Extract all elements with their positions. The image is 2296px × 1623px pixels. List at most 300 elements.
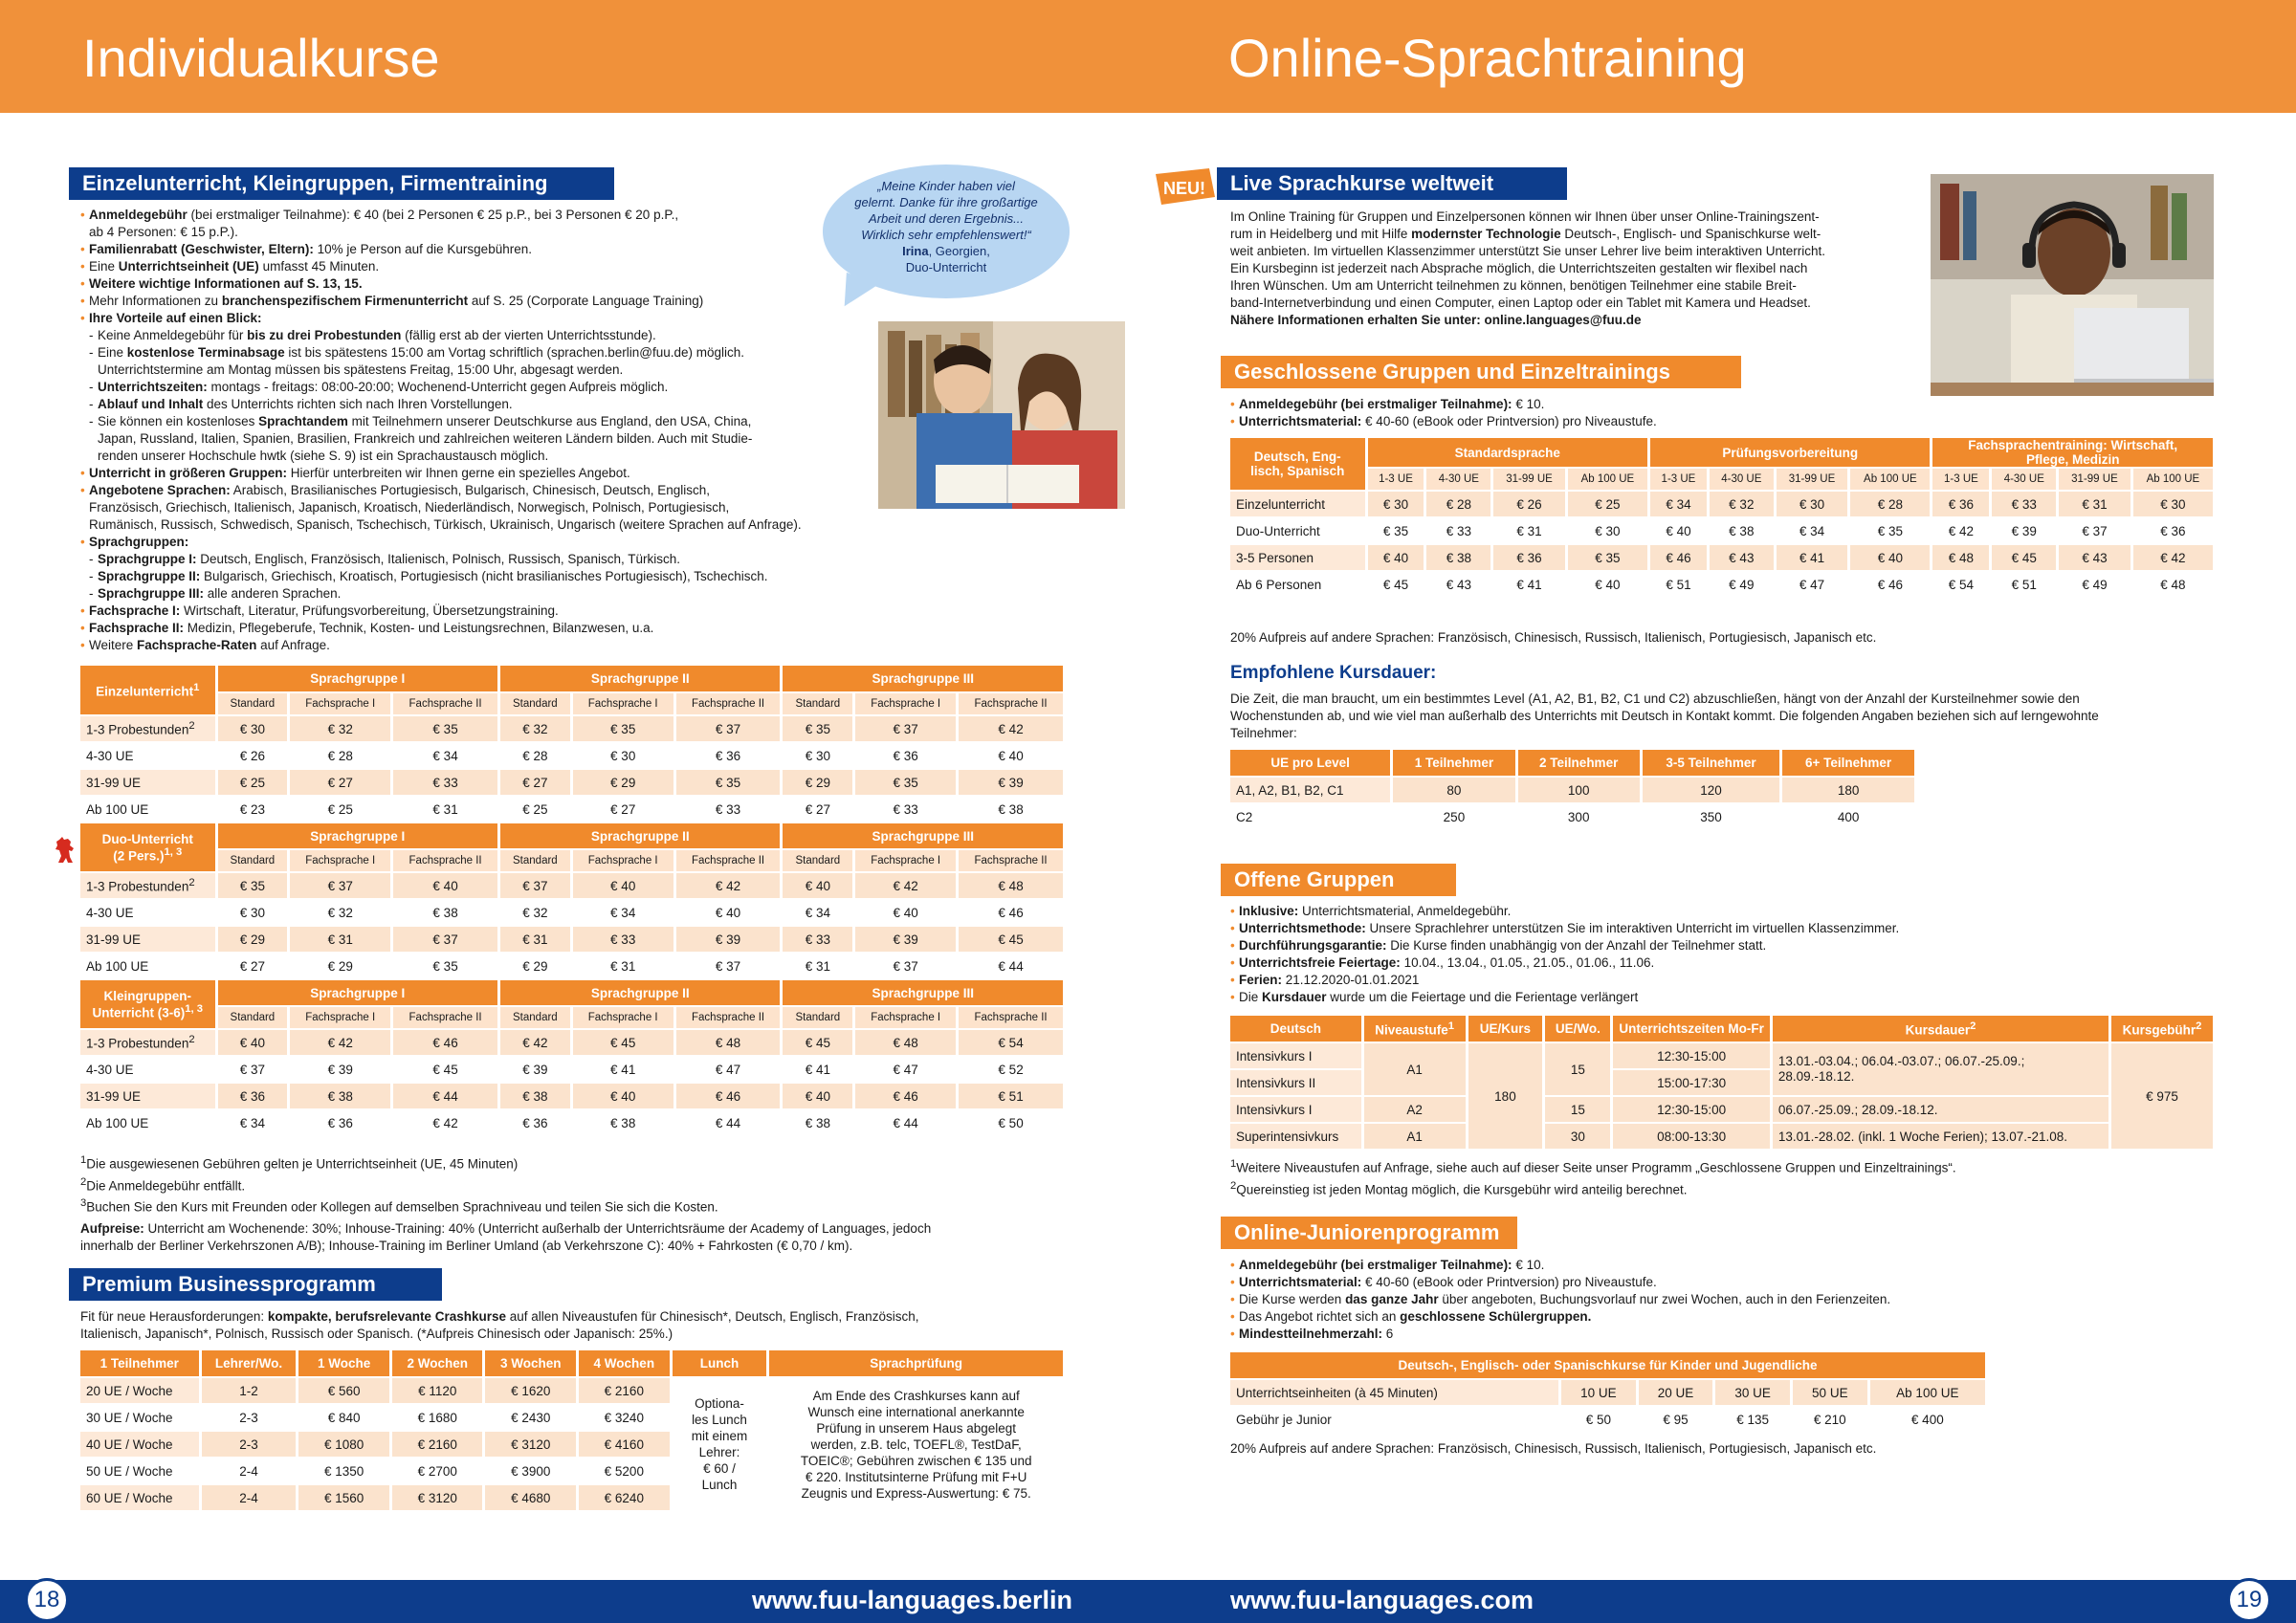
sub-header: Fachsprache II <box>674 1006 782 1029</box>
column-header: 6+ Teilnehmer <box>1781 750 1916 777</box>
price-cell: € 45 <box>1366 571 1425 598</box>
price-cell: € 40 <box>782 1083 854 1109</box>
price-cell: € 36 <box>2131 517 2214 544</box>
live-heading: Live Sprachkurse weltweit <box>1217 167 1567 200</box>
row-label: 4-30 UE <box>80 742 216 769</box>
value-cell: 180 <box>1781 777 1916 803</box>
price-cell: € 35 <box>571 715 674 742</box>
price-cell: € 50 <box>958 1109 1065 1136</box>
row-label: 3-5 Personen <box>1230 544 1366 571</box>
price-cell: € 48 <box>958 872 1065 899</box>
row-label: Ab 100 UE <box>80 953 216 979</box>
value-cell: 10 UE <box>1560 1379 1638 1406</box>
column-header: Sprachprüfung <box>768 1350 1065 1377</box>
column-header: 3 Wochen <box>484 1350 578 1377</box>
bottom-banner <box>0 1580 2296 1623</box>
price-cell: € 32 <box>498 715 571 742</box>
sub-header: Ab 100 UE <box>1849 468 1932 491</box>
price-cell: € 48 <box>854 1029 958 1056</box>
price-cell: € 29 <box>782 769 854 796</box>
value-cell: Unterrichtseinheiten (à 45 Minuten) <box>1230 1379 1560 1406</box>
price-cell: € 1080 <box>298 1431 391 1458</box>
price-cell: € 37 <box>216 1056 289 1083</box>
value-cell: 50 UE <box>1791 1379 1868 1406</box>
price-cell: € 30 <box>216 715 289 742</box>
price-cell: € 31 <box>392 796 499 822</box>
price-cell: € 37 <box>498 872 571 899</box>
row-label: Ab 100 UE <box>80 796 216 822</box>
price-cell: € 40 <box>571 1083 674 1109</box>
price-cell: € 34 <box>392 742 499 769</box>
table-row <box>1230 571 2215 598</box>
right-page-number: 19 <box>2227 1578 2271 1622</box>
table-row <box>80 872 1065 899</box>
price-cell: € 39 <box>1991 517 2058 544</box>
table-row <box>80 1109 1065 1136</box>
price-cell: € 35 <box>392 715 499 742</box>
left-footnotes: $^1$Die ausgewiesenen Gebühren gelten je Unterrichtseinheit (UE, 45 Minuten) $^2$Die Anmeldegebühr entfällt. $^3$Buchen Sie den Kurs mit Freunden oder Kollegen auf demselben Sprachniveau und teilen Sie sich die Kosten. Aufpreise: Unterricht am Wochenende: 30%; Inhouse-Training: 40% (Unterricht außerhalb der Unterrichtsräume der Academy of Languages, jedoch innerhalb der Berliner Verkehrszonen A/B); Inhouse-Training im Berliner Umland (ab Verkehrszone C): 40% + Fahrkosten (€ 0,70 / km). <box>80 1154 932 1253</box>
price-cell: € 30 <box>782 742 854 769</box>
value-cell: € 400 <box>1868 1406 1986 1433</box>
value-cell: 80 <box>1392 777 1516 803</box>
column-header: 4 Wochen <box>578 1350 672 1377</box>
price-cell: € 42 <box>392 1109 499 1136</box>
sub-header: Fachsprache II <box>674 849 782 872</box>
group-header: Sprachgruppe I <box>216 822 498 849</box>
price-cell: € 40 <box>782 872 854 899</box>
price-cell: € 35 <box>1366 517 1425 544</box>
group-header: Sprachgruppe III <box>782 979 1065 1006</box>
sub-header: Standard <box>216 849 289 872</box>
price-cell: € 35 <box>1849 517 1932 544</box>
price-cell: € 2160 <box>578 1377 672 1404</box>
price-cell: € 39 <box>854 926 958 953</box>
price-cell: € 1560 <box>298 1484 391 1511</box>
sub-header: 31-99 UE <box>2058 468 2132 491</box>
price-cell: € 51 <box>958 1083 1065 1109</box>
price-cell: € 26 <box>216 742 289 769</box>
price-cell: € 31 <box>1492 517 1567 544</box>
price-cell: € 46 <box>674 1083 782 1109</box>
table-row <box>1230 777 1916 803</box>
price-cell: € 43 <box>1425 571 1492 598</box>
offene-footnotes: $^1$Weitere Niveaustufen auf Anfrage, siehe auch auf dieser Seite unser Programm „Geschlossene Gruppen und Einzeltrainings“. $^2$Quereinstieg ist jeden Montag möglich, die Kursgebühr wird anteilig berechnet. <box>1230 1158 1956 1196</box>
sub-header: 4-30 UE <box>1425 468 1492 491</box>
value-cell: Gebühr je Junior <box>1230 1406 1560 1433</box>
geschlossene-info: • Anmeldegebühr (bei erstmaliger Teilnahme): € 10. • Unterrichtsmaterial: € 40-60 (eBook oder Printversion) pro Niveaustufe. <box>1230 396 2206 430</box>
price-cell: € 46 <box>392 1029 499 1056</box>
value-cell: € 50 <box>1560 1406 1638 1433</box>
price-cell: € 3120 <box>484 1431 578 1458</box>
price-cell: € 40 <box>216 1029 289 1056</box>
price-cell: € 33 <box>392 769 499 796</box>
price-cell: € 40 <box>854 899 958 926</box>
sub-header: Fachsprache II <box>392 1006 499 1029</box>
price-cell: € 47 <box>674 1056 782 1083</box>
price-cell: € 27 <box>216 953 289 979</box>
berlin-bear-icon <box>54 836 77 865</box>
price-cell: € 3900 <box>484 1458 578 1484</box>
column-header: 1 Teilnehmer <box>80 1350 200 1377</box>
price-cell: € 37 <box>289 872 392 899</box>
price-cell: € 26 <box>1492 491 1567 517</box>
price-cell: € 2160 <box>390 1431 484 1458</box>
group-header: Sprachgruppe III <box>782 822 1065 849</box>
price-cell: € 27 <box>289 769 392 796</box>
sub-header: Fachsprache I <box>854 1006 958 1029</box>
sub-header: Standard <box>498 692 571 715</box>
sub-header: Ab 100 UE <box>2131 468 2214 491</box>
price-cell: € 46 <box>1648 544 1708 571</box>
price-cell: € 44 <box>674 1109 782 1136</box>
table-header-row <box>80 666 1065 692</box>
price-cell: € 42 <box>958 715 1065 742</box>
online-learner-photo <box>1931 174 2214 396</box>
value-cell: C2 <box>1230 803 1392 830</box>
price-cell: € 35 <box>1566 544 1648 571</box>
table-row <box>80 1083 1065 1109</box>
price-cell: € 33 <box>782 926 854 953</box>
einzelunterricht-heading: Einzelunterricht, Kleingruppen, Firmentraining <box>69 167 614 200</box>
group-header: Sprachgruppe I <box>216 666 498 692</box>
sub-header: Fachsprache II <box>958 1006 1065 1029</box>
price-cell: € 30 <box>1366 491 1425 517</box>
price-cell: € 29 <box>216 926 289 953</box>
row-label: Ab 6 Personen <box>1230 571 1366 598</box>
table-row <box>80 1056 1065 1083</box>
offene-info: • Inklusive: Unterrichtsmaterial, Anmeldegebühr. • Unterrichtsmethode: Unsere Sprachlehrer unterstützen Sie im interaktiven Unterricht im virtuellen Klassenzimmer. • Durchführungsgarantie: Die Kurse finden unabhängig von der Anzahl der Teilnehmer statt. • Unterrichtsfreie Feiertage: 10.04., 13.04., 01.05., 21.05., 01.06., 11.06. • Ferien: 21.12.2020-01.01.2021 • Die Kursdauer wurde um die Feiertage und die Ferientage verlängert <box>1230 903 2225 1006</box>
price-cell: € 46 <box>854 1083 958 1109</box>
price-cell: € 31 <box>498 926 571 953</box>
price-cell: € 34 <box>1775 517 1849 544</box>
sub-header: Ab 100 UE <box>1566 468 1648 491</box>
new-badge-icon <box>1156 168 1215 205</box>
sub-header: Standard <box>216 1006 289 1029</box>
sub-header: Standard <box>498 1006 571 1029</box>
price-cell: € 1680 <box>390 1404 484 1431</box>
price-cell: € 37 <box>2058 517 2132 544</box>
price-cell: € 840 <box>298 1404 391 1431</box>
table-header-row <box>80 979 1065 1006</box>
price-cell: 20 UE / Woche <box>80 1377 200 1404</box>
price-cell: € 54 <box>1932 571 1991 598</box>
junior-heading: Online-Juniorenprogramm <box>1221 1217 1517 1249</box>
price-cell: € 41 <box>782 1056 854 1083</box>
price-cell: € 35 <box>854 769 958 796</box>
column-header: 3-5 Teilnehmer <box>1641 750 1780 777</box>
kursdauer-heading: Empfohlene Kursdauer: <box>1230 663 1437 683</box>
corner-header: Deutsch, Eng- lisch, Spanisch <box>1230 438 1366 491</box>
price-cell: € 25 <box>1566 491 1648 517</box>
price-cell: € 33 <box>1425 517 1492 544</box>
row-label: 1-3 Probestunden$^2$ <box>80 715 216 742</box>
price-cell: € 2430 <box>484 1404 578 1431</box>
price-cell: € 31 <box>2058 491 2132 517</box>
price-cell: € 40 <box>958 742 1065 769</box>
price-cell: € 4160 <box>578 1431 672 1458</box>
price-cell: € 31 <box>782 953 854 979</box>
table-row <box>1230 491 2215 517</box>
price-cell: € 3240 <box>578 1404 672 1431</box>
block-label: Duo-Unterricht (2 Pers.)$^{1, 3}$ <box>80 822 216 872</box>
group-header: Sprachgruppe II <box>498 979 781 1006</box>
price-cell: € 47 <box>1775 571 1849 598</box>
sub-header: Fachsprache I <box>571 692 674 715</box>
price-cell: € 37 <box>854 715 958 742</box>
value-cell: 300 <box>1516 803 1641 830</box>
price-cell: € 33 <box>571 926 674 953</box>
lunch-cell: Optiona- les Lunch mit einem Lehrer: € 60 / Lunch <box>671 1377 768 1511</box>
column-header: Lehrer/Wo. <box>200 1350 298 1377</box>
price-cell: € 36 <box>1492 544 1567 571</box>
offene-heading: Offene Gruppen <box>1221 864 1456 896</box>
svg-text:NEU!: NEU! <box>1163 179 1205 198</box>
sub-header: 31-99 UE <box>1775 468 1849 491</box>
testimonial-bubble: „Meine Kinder haben viel gelernt. Danke für ihre großartige Arbeit und deren Ergebnis... Wirklich sehr empfehlenswert!“ Irina, Georgien, Duo-Unterricht <box>823 164 1070 298</box>
value-cell: € 95 <box>1637 1406 1714 1433</box>
price-cell: € 42 <box>854 872 958 899</box>
price-cell: € 46 <box>1849 571 1932 598</box>
price-cell: € 33 <box>674 796 782 822</box>
group-header: Prüfungsvorbereitung <box>1648 438 1931 468</box>
price-cell: € 1120 <box>390 1377 484 1404</box>
sub-header: 1-3 UE <box>1648 468 1708 491</box>
price-cell: € 23 <box>216 796 289 822</box>
value-cell: € 210 <box>1791 1406 1868 1433</box>
table-row <box>80 1377 1065 1404</box>
premium-intro: Fit für neue Herausforderungen: kompakte, berufsrelevante Crashkurse auf allen Niveaustufen für Chinesisch*, Deutsch, Englisch, Französisch, Italienisch, Japanisch*, Polnisch, Russisch oder Spanisch. (*Aufpreis Chinesisch oder Japanisch: 25%.) <box>80 1309 919 1341</box>
price-cell: € 32 <box>1708 491 1775 517</box>
price-cell: € 42 <box>2131 544 2214 571</box>
price-cell: € 25 <box>289 796 392 822</box>
sub-header: 1-3 UE <box>1932 468 1991 491</box>
row-label: 4-30 UE <box>80 1056 216 1083</box>
price-cell: 2-3 <box>200 1404 298 1431</box>
price-cell: € 29 <box>289 953 392 979</box>
value-cell: 30 UE <box>1714 1379 1792 1406</box>
price-cell: € 30 <box>2131 491 2214 517</box>
group-header: Sprachgruppe II <box>498 666 781 692</box>
sub-header: Fachsprache I <box>854 692 958 715</box>
price-cell: € 42 <box>498 1029 571 1056</box>
price-cell: € 32 <box>498 899 571 926</box>
row-label: Einzelunterricht <box>1230 491 1366 517</box>
price-cell: € 43 <box>2058 544 2132 571</box>
price-cell: € 54 <box>958 1029 1065 1056</box>
value-cell: 250 <box>1392 803 1516 830</box>
block-label: Einzelunterricht$^1$ <box>80 666 216 715</box>
price-cell: € 25 <box>216 769 289 796</box>
row-label: Duo-Unterricht <box>1230 517 1366 544</box>
row-label: 31-99 UE <box>80 1083 216 1109</box>
sub-header: Fachsprache II <box>958 849 1065 872</box>
price-cell: € 38 <box>958 796 1065 822</box>
price-cell: € 36 <box>674 742 782 769</box>
price-cell: 2-4 <box>200 1458 298 1484</box>
price-cell: € 31 <box>289 926 392 953</box>
junior-price-table <box>1230 1352 1988 1434</box>
table-row <box>80 1029 1065 1056</box>
block-label: Kleingruppen- Unterricht $(3-6)^{1, 3}$ <box>80 979 216 1029</box>
price-cell: € 28 <box>498 742 571 769</box>
price-cell: € 49 <box>2058 571 2132 598</box>
price-cell: € 2700 <box>390 1458 484 1484</box>
sub-header: 1-3 UE <box>1366 468 1425 491</box>
price-cell: € 36 <box>1932 491 1991 517</box>
price-cell: € 1350 <box>298 1458 391 1484</box>
table-row <box>80 796 1065 822</box>
table-row <box>80 953 1065 979</box>
sub-header: Fachsprache I <box>571 1006 674 1029</box>
price-cell: € 40 <box>571 872 674 899</box>
group-header: Standardsprache <box>1366 438 1648 468</box>
price-cell: € 41 <box>1775 544 1849 571</box>
price-cell: € 40 <box>1366 544 1425 571</box>
table-row <box>80 926 1065 953</box>
price-cell: € 27 <box>782 796 854 822</box>
junior-info: • Anmeldegebühr (bei erstmaliger Teilnahme): € 10. • Unterrichtsmaterial: € 40-60 (eBook oder Printversion) pro Niveaustufe. • Die Kurse werden das ganze Jahr über angeboten, Buchungsvorlauf nur zwei Wochen, auch in den Ferienzeiten. • Das Angebot richtet sich an geschlossene Schülergruppen. • Mindestteilnehmerzahl: 6 <box>1230 1257 2225 1343</box>
price-cell: € 45 <box>958 926 1065 953</box>
table-row <box>80 742 1065 769</box>
price-cell: € 38 <box>782 1109 854 1136</box>
geschlossene-price-table <box>1230 438 2216 599</box>
price-cell: € 44 <box>392 1083 499 1109</box>
price-cell: € 6240 <box>578 1484 672 1511</box>
sub-header: Fachsprache II <box>674 692 782 715</box>
geschlossene-note: 20% Aufpreis auf andere Sprachen: Französisch, Chinesisch, Russisch, Italienisch, Portugiesisch, Japanisch etc. <box>1230 630 1877 645</box>
column-header: 1 Woche <box>298 1350 391 1377</box>
sub-header: Fachsprache II <box>392 692 499 715</box>
price-cell: € 28 <box>1425 491 1492 517</box>
premium-heading: Premium Businessprogramm <box>69 1268 442 1301</box>
price-cell: 2-3 <box>200 1431 298 1458</box>
price-cell: € 34 <box>782 899 854 926</box>
price-cell: € 36 <box>498 1109 571 1136</box>
price-cell: € 30 <box>1775 491 1849 517</box>
left-footer-url[interactable]: www.fuu-languages.berlin <box>752 1586 1073 1614</box>
price-cell: € 39 <box>289 1056 392 1083</box>
price-cell: € 35 <box>782 715 854 742</box>
price-cell: 40 UE / Woche <box>80 1431 200 1458</box>
right-page-title: Online-Sprachtraining <box>1228 28 1747 88</box>
price-cell: € 37 <box>854 953 958 979</box>
junior-note: 20% Aufpreis auf andere Sprachen: Französisch, Chinesisch, Russisch, Italienisch, Portugiesisch, Japanisch etc. <box>1230 1441 1877 1456</box>
price-cell: € 30 <box>571 742 674 769</box>
value-cell: 100 <box>1516 777 1641 803</box>
price-cell: € 45 <box>392 1056 499 1083</box>
price-cell: € 38 <box>392 899 499 926</box>
price-cell: € 35 <box>216 872 289 899</box>
top-banner <box>0 0 2296 113</box>
einzelunterricht-info: • Anmeldegebühr (bei erstmaliger Teilnahme): € 40 (bei 2 Personen € 25 p.P., bei 3 Personen € 20 p.P., ab 4 Personen: € 15 p.P.). • Familienrabatt (Geschwister, Eltern): 10% je Person auf die Kursgebühren. • Eine Unterrichtseinheit (UE) umfasst 45 Minuten. • Weitere wichtige Informationen auf S. 13, 15. • Mehr Informationen zu branchenspezifischem Firmenunterricht auf S. 25 (Corporate Language Training) • Ihre Vorteile auf einen Blick: - Keine Anmeldegebühr für bis zu drei Probestunden (fällig erst ab der vierten Unterrichtsstunde). - Eine kostenlose Terminabsage ist bis spätestens 15:00 am Vortag schriftlich (sprachen.berlin@fuu.de) möglich. Unterrichtstermine am Montag müssen bis spätestens Freitag, 15:00 Uhr, abgesagt werden. - Unterrichtszeiten: montags - freitags: 08:00-20:00; Wochenend-Unterricht gegen Aufpreis möglich. - Ablauf und Inhalt des Unterrichts richten sich nach Ihren Vorstellungen. - Sie können ein kostenloses Sprachtandem mit Teilnehmern unserer Deutschkurse aus England, den USA, China, Japan, Russland, Italien, Spanien, Brasilien, Frankreich und zahlreichen weiteren Ländern bilden. Auch mit Studie- renden unserer Hochschule hwtk (siehe S. 9) ist ein Sprachaustausch möglich. • Unterricht in größeren Gruppen: Hierfür unterbreiten wir Ihnen gerne ein spezielles Angebot. • Angebotene Sprachen: Arabisch, Brasilianisches Portugiesisch, Bulgarisch, Chinesisch, Deutsch, Englisch, Französisch, Griechisch, Italienisch, Japanisch, Kroatisch, Niederländisch, Norwegisch, Polnisch, Portugiesisch, Rumänisch, Russisch, Schwedisch, Spanisch, Tschechisch, Türkisch, Ukrainisch, Ungarisch (weitere Sprachen auf Anfrage). • Sprachgruppen: - Sprachgruppe I: Deutsch, Englisch, Französisch, Italienisch, Polnisch, Russisch, Spanisch, Türkisch. - Sprachgruppe II: Bulgarisch, Griechisch, Kroatisch, Portugiesisch (nicht brasilianisches Portugiesisch), Tschechisch. - Sprachgruppe III: alle anderen Sprachen. • Fachsprache I: Wirtschaft, Literatur, Prüfungsvorbereitung, Übersetzungstraining. • Fachsprache II: Medizin, Pflegeberufe, Technik, Kosten- und Leistungsrechnen, Bilanzwesen, u.a. • Weitere Fachsprache-Raten auf Anfrage. <box>80 207 913 654</box>
price-cell: € 38 <box>289 1083 392 1109</box>
sub-header: Fachsprache I <box>571 849 674 872</box>
value-cell: 120 <box>1641 777 1780 803</box>
row-label: 31-99 UE <box>80 769 216 796</box>
sub-header: Standard <box>782 849 854 872</box>
row-label: 4-30 UE <box>80 899 216 926</box>
price-cell: € 3120 <box>390 1484 484 1511</box>
table-row <box>1230 1379 1987 1406</box>
left-page-title: Individualkurse <box>82 28 440 88</box>
price-cell: € 5200 <box>578 1458 672 1484</box>
price-cell: € 42 <box>674 872 782 899</box>
row-label: 31-99 UE <box>80 926 216 953</box>
price-cell: 50 UE / Woche <box>80 1458 200 1484</box>
price-cell: € 4680 <box>484 1484 578 1511</box>
row-label: Ab 100 UE <box>80 1109 216 1136</box>
price-cell: € 45 <box>1991 544 2058 571</box>
price-cell: € 34 <box>216 1109 289 1136</box>
row-label: 1-3 Probestunden$^2$ <box>80 1029 216 1056</box>
price-cell: € 38 <box>498 1083 571 1109</box>
table-row <box>1230 803 1916 830</box>
price-cell: € 41 <box>571 1056 674 1083</box>
value-cell: 20 UE <box>1637 1379 1714 1406</box>
group-header: Sprachgruppe I <box>216 979 498 1006</box>
group-header: Sprachgruppe II <box>498 822 781 849</box>
price-cell: € 38 <box>1425 544 1492 571</box>
price-cell: € 25 <box>498 796 571 822</box>
price-cell: € 29 <box>498 953 571 979</box>
kursdauer-table <box>1230 750 1917 831</box>
price-cell: € 40 <box>392 872 499 899</box>
price-cell: 30 UE / Woche <box>80 1404 200 1431</box>
table-row <box>80 715 1065 742</box>
premium-price-table <box>80 1350 1066 1512</box>
price-cell: € 30 <box>216 899 289 926</box>
price-cell: € 51 <box>1648 571 1708 598</box>
sub-header: Fachsprache II <box>392 849 499 872</box>
price-cell: € 1620 <box>484 1377 578 1404</box>
sub-header: Standard <box>782 692 854 715</box>
price-cell: € 29 <box>571 769 674 796</box>
price-cell: € 40 <box>1849 544 1932 571</box>
price-cell: € 27 <box>571 796 674 822</box>
price-cell: € 33 <box>1991 491 2058 517</box>
group-header: Sprachgruppe III <box>782 666 1065 692</box>
sub-header: Fachsprache II <box>958 692 1065 715</box>
offene-schedule-table: Deutsch Niveaustufe$^1$ UE/Kurs UE/Wo. Unterrichtszeiten Mo-Fr Kursdauer$^2$ Kursgebühr$^2$ Intensivkurs I A1 180 15 12:30-15:00 13.01.-03.04.; 06.04.-03.07.; 06.07.-25.09.; 28.09.-18.12. € 975 Intensivkurs II 15:00-17:30 Intensivkurs I A2 15 12:30-15:00 06.07.-25.09.; 28.09.-18.12. Superintensivkurs A1 30 08:00-13:30 13.01.-28.02. (inkl. 1 Woche Ferien); 13.07.-21.08. <box>1230 1016 2216 1151</box>
price-cell: € 42 <box>1932 517 1991 544</box>
individual-price-table <box>80 666 1066 1137</box>
value-cell: 400 <box>1781 803 1916 830</box>
price-cell: € 34 <box>571 899 674 926</box>
exam-cell: Am Ende des Crashkurses kann auf Wunsch eine international anerkannte Prüfung in unserem Haus abgelegt werden, z.B. telc, TOEFL®, TestDaF, TOEIC®; Gebühren zwischen € 135 und € 220. Institutsinterne Prüfung mit F+U Zeugnis und Express-Auswertung: € 75. <box>768 1377 1065 1511</box>
table-row <box>1230 517 2215 544</box>
price-cell: € 36 <box>216 1083 289 1109</box>
table-row <box>80 899 1065 926</box>
column-header: 2 Wochen <box>390 1350 484 1377</box>
price-cell: € 36 <box>854 742 958 769</box>
price-cell: € 40 <box>1648 517 1708 544</box>
price-cell: € 45 <box>571 1029 674 1056</box>
price-cell: € 35 <box>674 769 782 796</box>
price-cell: € 31 <box>571 953 674 979</box>
price-cell: € 28 <box>289 742 392 769</box>
sub-header: Fachsprache I <box>854 849 958 872</box>
column-header: 1 Teilnehmer <box>1392 750 1516 777</box>
price-cell: € 40 <box>1566 571 1648 598</box>
price-cell: 60 UE / Woche <box>80 1484 200 1511</box>
price-cell: € 47 <box>854 1056 958 1083</box>
sub-header: 31-99 UE <box>1492 468 1567 491</box>
right-footer-url[interactable]: www.fuu-languages.com <box>1230 1586 1534 1614</box>
table-row <box>80 769 1065 796</box>
price-cell: € 42 <box>289 1029 392 1056</box>
price-cell: € 32 <box>289 715 392 742</box>
kursdauer-text: Die Zeit, die man braucht, um ein bestimmtes Level (A1, A2, B1, B2, C1 und C2) abzuschließen, hängt von der Anzahl der Kursteilnehmer sowie den Wochenstunden ab, und wie viel man außerhalb des Unterrichts mit Deutsch in Kontakt kommt. Die folgenden Angaben beziehen sich auf lerngewohnte Teilnehmer: <box>1230 691 2099 740</box>
